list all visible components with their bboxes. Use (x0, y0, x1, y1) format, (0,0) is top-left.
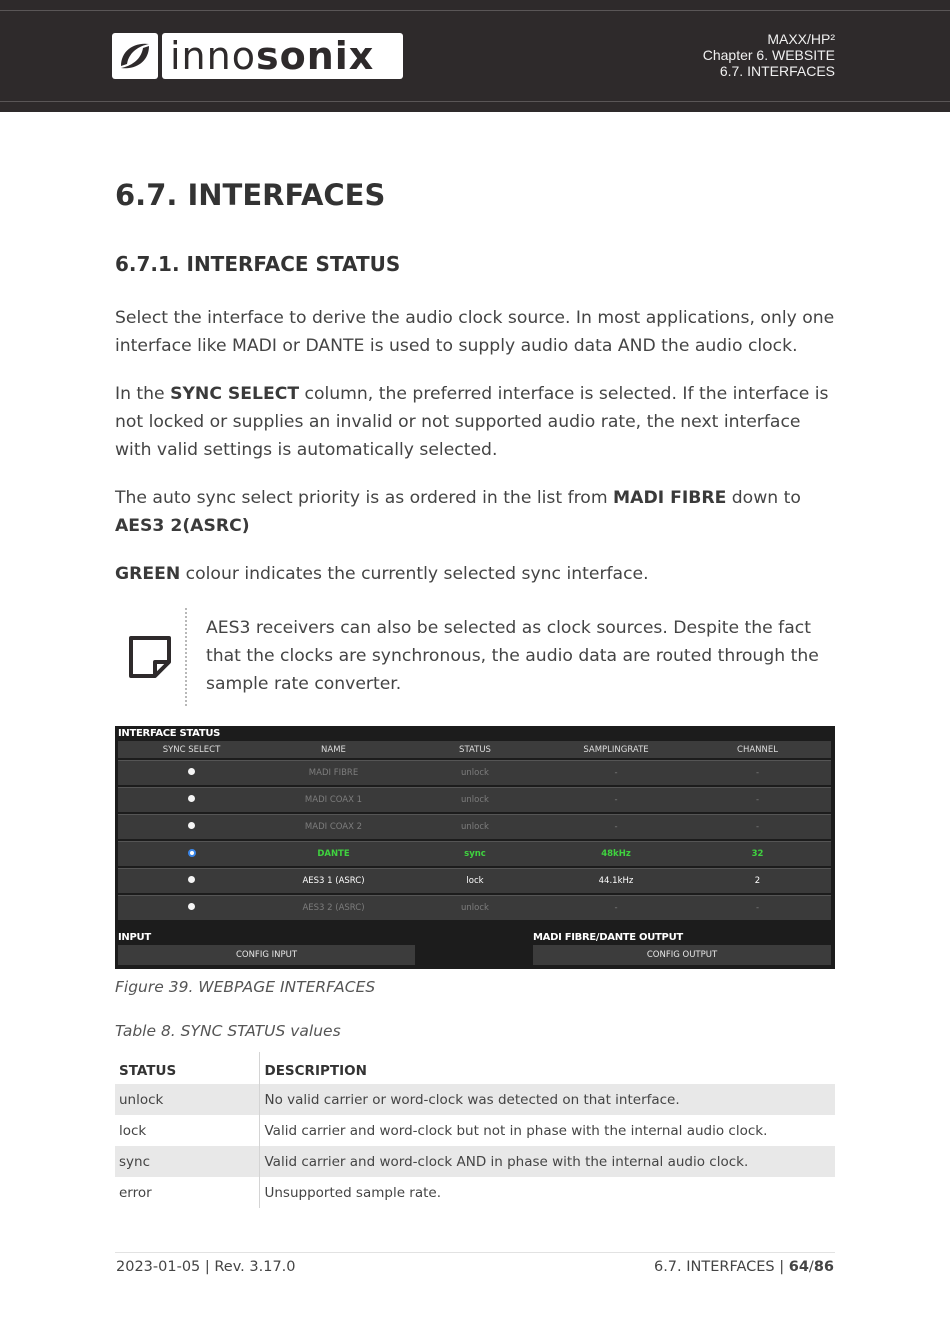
p2-post: column, the preferred interface is selected. If the interface is not locked or supplies an invalid or not supported audio rate, the next interface with valid settings is automatically selected. (115, 384, 829, 460)
input-section-label: INPUT (118, 932, 151, 943)
row-rate: - (614, 903, 618, 913)
col-status: STATUS (459, 744, 491, 755)
row-channel: - (755, 795, 760, 805)
row-channel: 32 (751, 849, 764, 859)
paragraph-sync-select (115, 380, 835, 464)
table-cell-description: Valid carrier and word-clock AND in phase with the internal audio clock. (259, 1146, 835, 1177)
config-output-button[interactable]: CONFIG OUTPUT (533, 945, 831, 965)
row-channel: 2 (754, 876, 761, 886)
table-row (115, 1146, 835, 1177)
paragraph-intro: Select the interface to derive the audio clock source. In most applications, only one interface like MADI or DANTE is used to supply audio data AND the audio clock. (115, 308, 835, 356)
table-cell-description: Unsupported sample rate. (264, 1184, 442, 1201)
sync-radio[interactable] (188, 903, 195, 910)
interface-row-madi-coax-2 (118, 814, 831, 839)
panel-title: INTERFACE STATUS (118, 728, 221, 739)
page-header (0, 0, 950, 112)
p3-bold1: MADI FIBRE (613, 488, 727, 508)
interface-row-aes3-1 (118, 868, 831, 893)
sync-radio[interactable] (188, 822, 195, 829)
footer-page-total: 86 (813, 1259, 834, 1275)
table-row (115, 1177, 835, 1208)
p3-pre: The auto sync select priority is as ordered in the list from (115, 488, 614, 508)
row-name: DANTE (317, 849, 350, 859)
footer-section: 6.7. INTERFACES | (653, 1259, 789, 1275)
table-cell-description: Valid carrier and word-clock but not in phase with the internal audio clock. (264, 1122, 768, 1139)
logo-text-bold: sonix (255, 34, 375, 78)
footer-rule (115, 1252, 835, 1253)
interface-row-dante (118, 841, 831, 866)
header-product: MAXX/HP² (767, 31, 835, 47)
table-header-description: DESCRIPTION (264, 1063, 367, 1079)
config-input-button[interactable]: CONFIG INPUT (118, 945, 415, 965)
output-section-label: MADI FIBRE/DANTE OUTPUT (533, 932, 683, 943)
table-row (115, 1115, 835, 1146)
table-header-row (115, 1052, 835, 1084)
figure-caption: Figure 39. WEBPAGE INTERFACES (115, 978, 376, 996)
interface-row-madi-fibre (118, 760, 831, 785)
paragraph-priority (115, 484, 835, 540)
row-rate: - (614, 768, 618, 778)
sync-radio-selected[interactable] (188, 849, 196, 857)
header-rule-bottom (0, 101, 950, 102)
note-admonition (115, 608, 835, 706)
sync-radio[interactable] (188, 795, 195, 802)
table-caption: Table 8. SYNC STATUS values (115, 1022, 341, 1040)
p2-pre: In the (115, 384, 171, 404)
section-subtitle: 6.7.1. INTERFACE STATUS (115, 252, 401, 276)
sync-radio[interactable] (188, 768, 195, 775)
sync-radio[interactable] (188, 876, 195, 883)
p4-bold: GREEN (115, 564, 181, 584)
brand-logo (112, 33, 403, 79)
row-channel: - (755, 903, 760, 913)
table-header-status: STATUS (115, 1052, 259, 1084)
row-name: AES3 1 (ASRC) (302, 876, 365, 886)
note-text: AES3 receivers can also be selected as clock sources. Despite the fact that the clocks are synchronous, the audio data are routed through the sample rate converter. (206, 618, 819, 694)
footer-page-sep: / (808, 1259, 814, 1275)
row-channel: - (755, 822, 760, 832)
row-status: unlock (461, 822, 489, 832)
row-name: MADI FIBRE (308, 768, 359, 778)
footer-page-number: 64 (788, 1259, 809, 1275)
panel-header-row (118, 741, 831, 758)
row-rate: 48kHz (601, 849, 631, 859)
row-status: sync (464, 849, 486, 859)
footer-page-info (654, 1259, 834, 1275)
col-samplingrate: SAMPLINGRATE (583, 744, 649, 755)
header-chapter: Chapter 6. WEBSITE (702, 47, 835, 63)
row-status: unlock (461, 795, 489, 805)
col-channel: CHANNEL (737, 744, 778, 755)
innosonix-swirl-logo-icon (112, 33, 158, 79)
row-status: unlock (461, 768, 489, 778)
row-status: lock (466, 876, 484, 886)
note-divider (185, 608, 187, 706)
header-section: 6.7. INTERFACES (719, 63, 835, 79)
table-row (115, 1084, 835, 1115)
logo-wordmark (162, 33, 403, 79)
table-cell-status: lock (115, 1115, 259, 1146)
row-name: AES3 2 (ASRC) (302, 903, 365, 913)
logo-text-light: inno (170, 34, 256, 78)
table-cell-status: sync (115, 1146, 259, 1177)
interface-status-screenshot (115, 726, 835, 969)
table-cell-description: No valid carrier or word-clock was detected on that interface. (259, 1084, 835, 1115)
page-title: 6.7. INTERFACES (115, 178, 386, 212)
header-meta (703, 31, 835, 79)
col-sync-select: SYNC SELECT (162, 744, 221, 755)
table-cell-status: unlock (115, 1084, 259, 1115)
table-cell-status: error (115, 1177, 259, 1208)
row-name: MADI COAX 2 (304, 822, 363, 832)
row-rate: - (614, 822, 618, 832)
col-name: NAME (321, 744, 346, 755)
sync-status-table (115, 1052, 835, 1208)
note-icon (127, 634, 173, 684)
row-channel: - (755, 768, 760, 778)
p2-bold: SYNC SELECT (170, 384, 300, 404)
paragraph-green (115, 560, 835, 588)
p4-post: colour indicates the currently selected sync interface. (180, 564, 649, 584)
row-rate: - (614, 795, 618, 805)
interface-row-madi-coax-1 (118, 787, 831, 812)
row-rate: 44.1kHz (598, 876, 634, 886)
interface-row-aes3-2 (118, 895, 831, 920)
p3-bold2: AES3 2(ASRC) (115, 516, 250, 536)
footer-date-revision: 2023-01-05 | Rev. 3.17.0 (116, 1259, 296, 1275)
p3-mid: down to (726, 488, 801, 508)
row-status: unlock (461, 903, 489, 913)
row-name: MADI COAX 1 (304, 795, 363, 805)
header-rule-top (0, 10, 950, 11)
